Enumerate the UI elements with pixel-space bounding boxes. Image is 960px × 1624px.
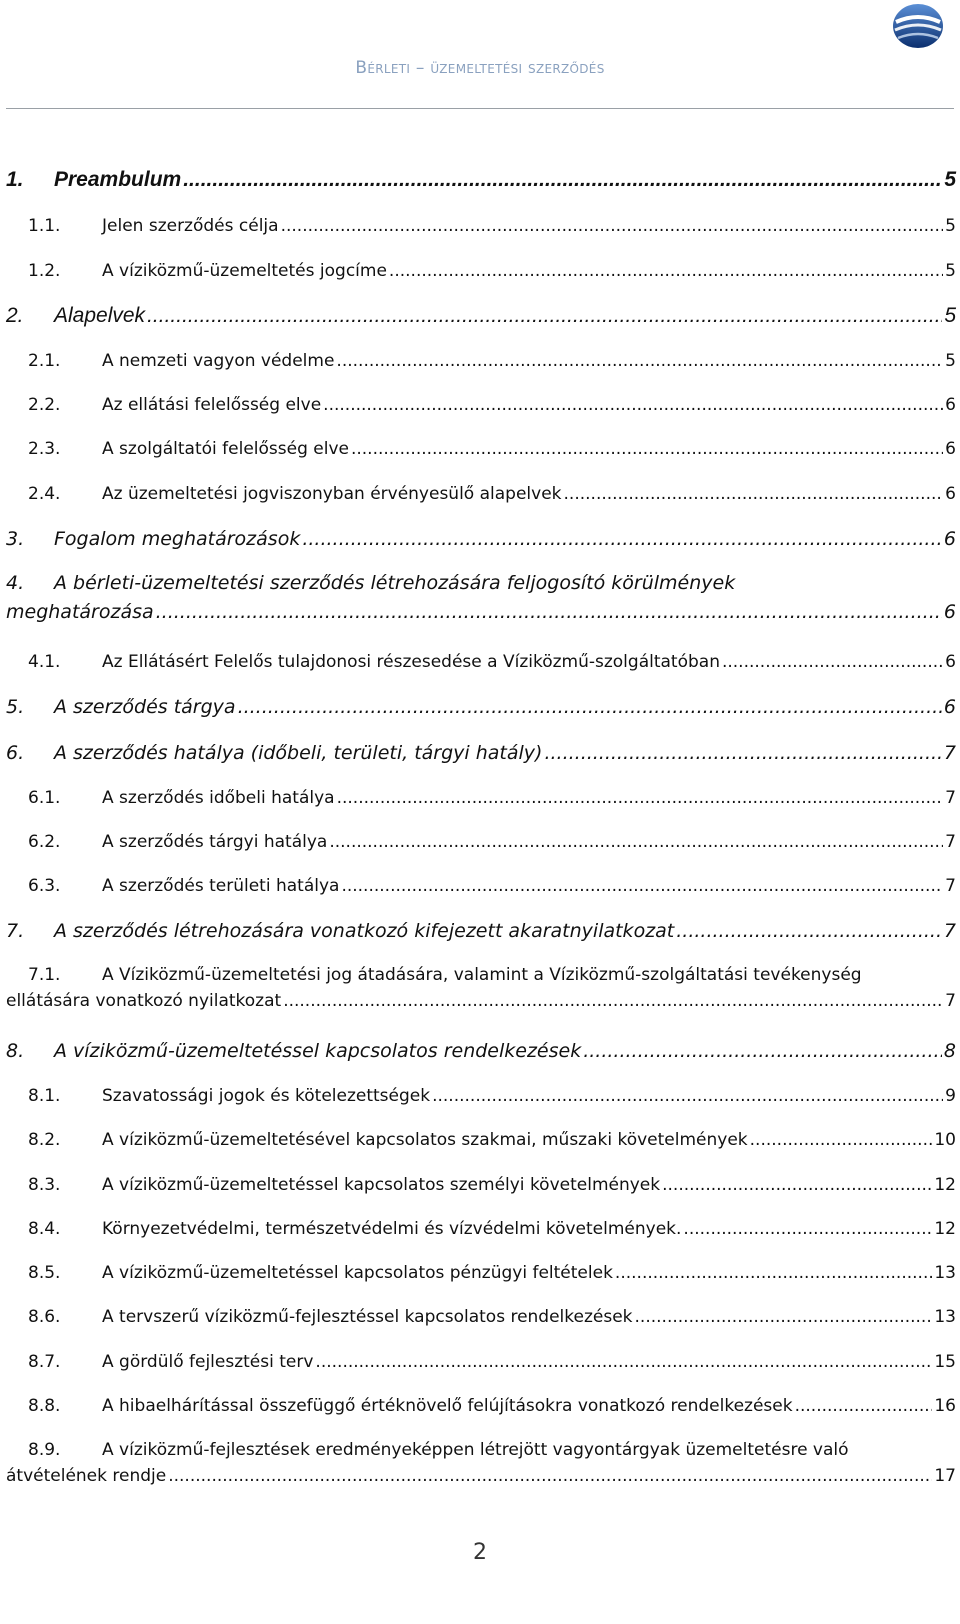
toc-entry-6[interactable]: 6. A szerződés hatálya (időbeli, területi, tárgyi hatály) ..... 7 [6,742,956,764]
toc-entry-2-4[interactable]: 2.4. Az üzemeltetési jogviszonyban érvényesülő alapelvek ..... 6 [6,484,956,504]
toc-entry-7-1[interactable]: 7.1. A Víziközmű-üzemeltetési jog átadására, valamint a Víziközmű-szolgáltatási tevékenység ellátására vonatkozó nyilatkozat ..... 7 [6,965,956,1011]
toc-entry-4[interactable]: 4. A bérleti-üzemeltetési szerződés létrehozására feljogosító körülmények meghatározása ..... 6 [6,572,956,623]
toc-entry-6-2[interactable]: 6.2. A szerződés tárgyi hatálya ..... 7 [6,832,956,852]
toc-entry-4-1[interactable]: 4.1. Az Ellátásért Felelős tulajdonosi részesedése a Víziközmű-szolgáltatóban ..... 6 [6,652,956,672]
toc-entry-6-1[interactable]: 6.1. A szerződés időbeli hatálya ..... 7 [6,788,956,808]
toc-entry-1-1[interactable]: 1.1. Jelen szerződés célja ..... 5 [6,216,956,236]
toc-entry-6-3[interactable]: 6.3. A szerződés területi hatálya ..... 7 [6,876,956,896]
toc-entry-8-6[interactable]: 8.6. A tervszerű víziközmű-fejlesztéssel kapcsolatos rendelkezések ..... 13 [6,1307,956,1327]
globe-logo-icon [890,2,946,50]
toc-entry-8-2[interactable]: 8.2. A víziközmű-üzemeltetésével kapcsolatos szakmai, műszaki követelmények ..... 10 [6,1130,956,1150]
toc-entry-7[interactable]: 7. A szerződés létrehozására vonatkozó kifejezett akaratnyilatkozat ..... 7 [6,920,956,942]
toc-entry-8-7[interactable]: 8.7. A gördülő fejlesztési terv ..... 15 [6,1352,956,1372]
toc-entry-1-2[interactable]: 1.2. A víziközmű-üzemeltetés jogcíme ..... 5 [6,261,956,281]
toc-entry-8-8[interactable]: 8.8. A hibaelhárítással összefüggő értéknövelő felújításokra vonatkozó rendelkezések ..... 16 [6,1396,956,1416]
toc-entry-1[interactable]: 1. Preambulum ..... 5 [6,168,956,192]
header-divider [6,108,954,109]
toc-entry-2-3[interactable]: 2.3. A szolgáltatói felelősség elve ..... 6 [6,439,956,459]
toc-entry-8-3[interactable]: 8.3. A víziközmű-üzemeltetéssel kapcsolatos személyi követelmények ..... 12 [6,1175,956,1195]
toc-entry-3[interactable]: 3. Fogalom meghatározások ..... 6 [6,528,956,550]
toc-entry-8-1[interactable]: 8.1. Szavatossági jogok és kötelezettségek ..... 9 [6,1086,956,1106]
toc-entry-8-5[interactable]: 8.5. A víziközmű-üzemeltetéssel kapcsolatos pénzügyi feltételek ..... 13 [6,1263,956,1283]
toc-entry-8[interactable]: 8. A víziközmű-üzemeltetéssel kapcsolatos rendelkezések ..... 8 [6,1040,956,1062]
toc-entry-2-2[interactable]: 2.2. Az ellátási felelősség elve ..... 6 [6,395,956,415]
toc-entry-2[interactable]: 2. Alapelvek ..... 5 [6,304,956,328]
page-number: 2 [473,1540,487,1565]
toc-entry-8-9[interactable]: 8.9. A víziközmű-fejlesztések eredményeképpen létrejött vagyontárgyak üzemeltetésre való átvételének rendje ..... 17 [6,1440,956,1486]
document-header-title: Bérleti – üzemeltetési szerződés [355,58,605,78]
toc-entry-5[interactable]: 5. A szerződés tárgya ..... 6 [6,696,956,718]
toc-entry-8-4[interactable]: 8.4. Környezetvédelmi, természetvédelmi és vízvédelmi követelmények. ..... 12 [6,1219,956,1239]
toc-entry-2-1[interactable]: 2.1. A nemzeti vagyon védelme ..... 5 [6,351,956,371]
